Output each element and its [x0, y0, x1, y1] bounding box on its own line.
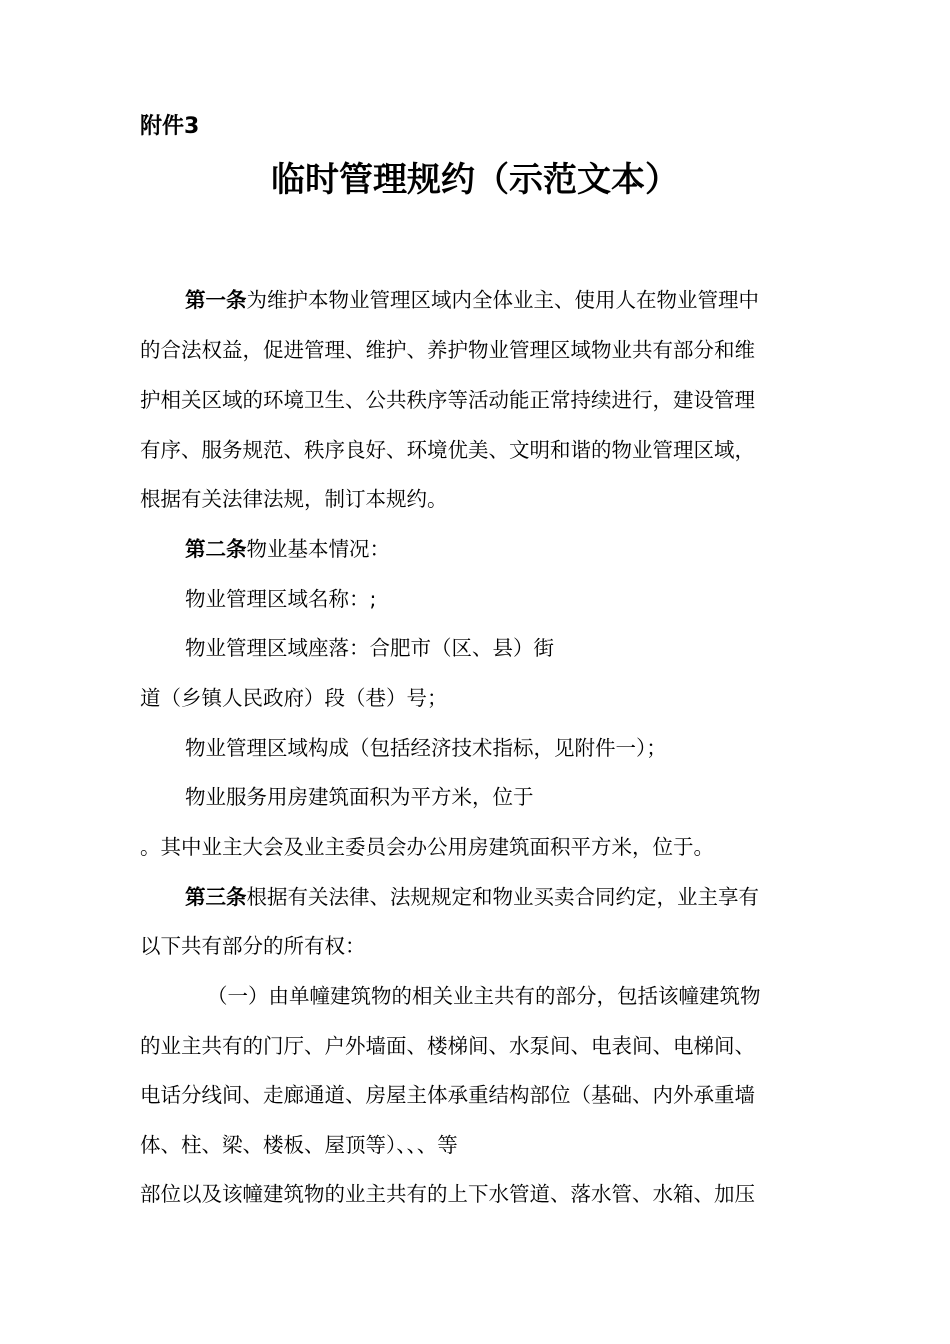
article1-line3: 护相关区域的环境卫生、公共秩序等活动能正常持续进行，建设管理 — [140, 388, 755, 412]
article1-text1: 为维护本物业管理区域内全体业主、使用人在物业管理中 — [246, 288, 759, 312]
article3-line2: 以下共有部分的所有权： — [140, 934, 366, 958]
article1-line2: 的合法权益，促进管理、维护、养护物业管理区域物业共有部分和维 — [140, 338, 755, 362]
article3-item1-line4: 体、柱、梁、楼板、屋顶等）、、、等 — [140, 1133, 458, 1157]
document-title: 临时管理规约（示范文本） — [271, 160, 679, 200]
article1-line5: 根据有关法律法规，制订本规约。 — [140, 487, 448, 511]
article2-name-line: 物业管理区域名称：; — [185, 587, 377, 611]
article3-text1: 根据有关法律、法规规定和物业买卖合同约定，业主享有 — [246, 885, 759, 909]
article2-location-line2: 道（乡镇人民政府）段（巷）号； — [140, 686, 448, 710]
article1-line1 — [185, 283, 759, 317]
article1-label: 第一条 — [185, 288, 247, 312]
article3-item1-line5: 部位以及该幢建筑物的业主共有的上下水管道、落水管、水箱、加压 — [140, 1182, 755, 1206]
article3-item1-line1: （一）由单幢建筑物的相关业主共有的部分，包括该幢建筑物 — [207, 984, 761, 1008]
attachment-label: 附件3 — [140, 114, 200, 139]
article3-item1-line3: 电话分线间、走廊通道、房屋主体承重结构部位（基础、内外承重墙 — [140, 1083, 755, 1107]
article2-location-line1: 物业管理区域座落：合肥市（区、县）街 — [185, 636, 554, 660]
article1-line4: 有序、服务规范、秩序良好、环境优美、文明和谐的物业管理区域， — [140, 438, 755, 462]
article2-service-line2: 。其中业主大会及业主委员会办公用房建筑面积平方米，位于。 — [140, 835, 714, 859]
article2-composition-line: 物业管理区域构成（包括经济技术指标，见附件一）； — [185, 736, 667, 760]
article2-label: 第二条 — [185, 537, 247, 561]
article3-line1 — [185, 880, 759, 914]
article2-intro: 物业基本情况： — [246, 537, 390, 561]
article2-service-line1: 物业服务用房建筑面积为平方米，位于 — [185, 785, 534, 809]
article2-line1 — [185, 532, 390, 566]
article3-label: 第三条 — [185, 885, 247, 909]
article3-item1-line2: 的业主共有的门厅、户外墙面、楼梯间、水泵间、电表间、电梯间、 — [140, 1034, 755, 1058]
